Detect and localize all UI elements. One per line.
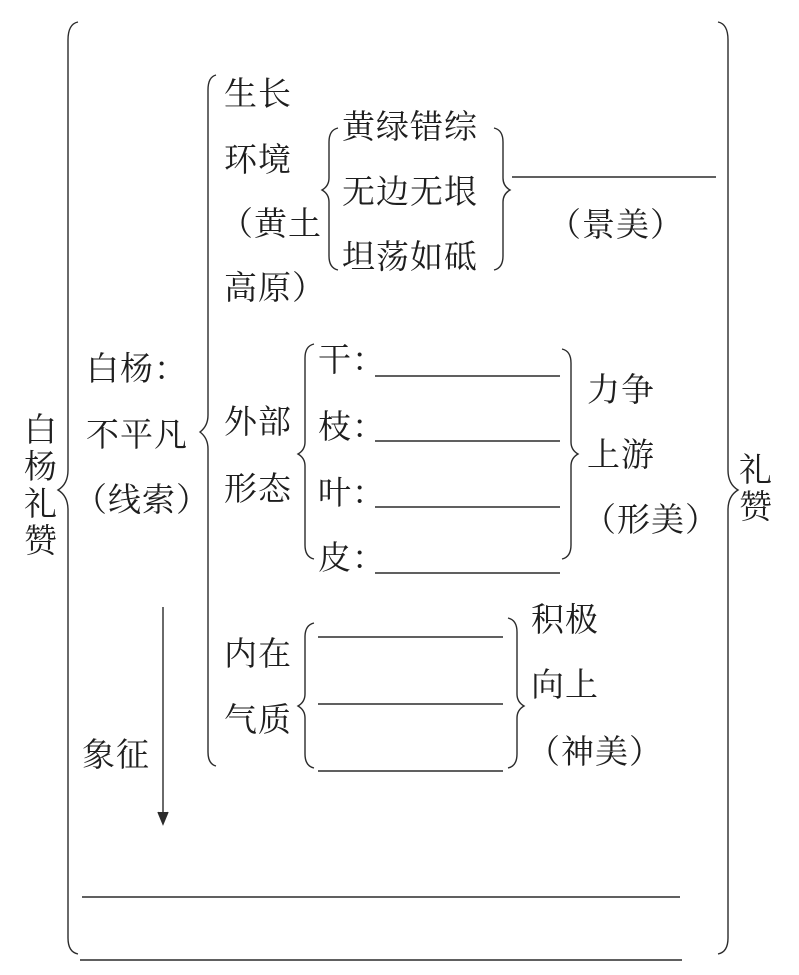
thread-line-3: （线索） bbox=[74, 480, 210, 519]
environment-label-2: 环境 bbox=[224, 140, 292, 179]
ending-vertical: 礼赞 bbox=[734, 452, 773, 526]
spirit-label-2: 气质 bbox=[224, 700, 292, 739]
spirit-right-brace bbox=[508, 618, 524, 768]
spirit-summary-3: （神美） bbox=[527, 732, 663, 771]
environment-trait-2: 无边无垠 bbox=[342, 172, 478, 211]
spirit-label-1: 内在 bbox=[224, 634, 292, 673]
form-label-1: 外部 bbox=[224, 402, 292, 441]
form-part-bark: 皮： bbox=[318, 538, 386, 577]
environment-trait-3: 坦荡如砥 bbox=[342, 237, 478, 276]
form-label-2: 形态 bbox=[224, 469, 292, 508]
title-vertical: 白杨礼赞 bbox=[19, 412, 58, 560]
spirit-summary-1: 积极 bbox=[531, 600, 599, 639]
environment-trait-1: 黄绿错综 bbox=[342, 107, 478, 146]
thread-line-1: 白杨： bbox=[86, 349, 188, 388]
form-part-leaf: 叶： bbox=[318, 473, 386, 512]
environment-right-brace bbox=[494, 128, 510, 270]
form-part-branch: 枝： bbox=[318, 407, 386, 446]
symbol-label: 象征 bbox=[82, 735, 150, 774]
environment-left-brace bbox=[322, 128, 338, 270]
form-left-brace bbox=[298, 344, 314, 559]
spirit-summary-2: 向上 bbox=[531, 665, 599, 704]
environment-beauty: （景美） bbox=[548, 205, 684, 244]
form-summary-1: 力争 bbox=[587, 370, 655, 409]
form-summary-2: 上游 bbox=[587, 435, 655, 474]
spirit-left-brace bbox=[298, 623, 314, 768]
form-right-brace bbox=[562, 349, 578, 559]
form-summary-3: （形美） bbox=[583, 500, 719, 539]
symbol-arrow-head bbox=[158, 812, 168, 824]
section-brace bbox=[200, 75, 216, 766]
environment-label-1: 生长 bbox=[224, 74, 292, 113]
environment-label-3: （黄土 bbox=[220, 204, 322, 243]
thread-line-2: 不平凡 bbox=[86, 415, 188, 454]
environment-label-4: 高原） bbox=[224, 268, 326, 307]
form-part-trunk: 干： bbox=[318, 340, 386, 379]
